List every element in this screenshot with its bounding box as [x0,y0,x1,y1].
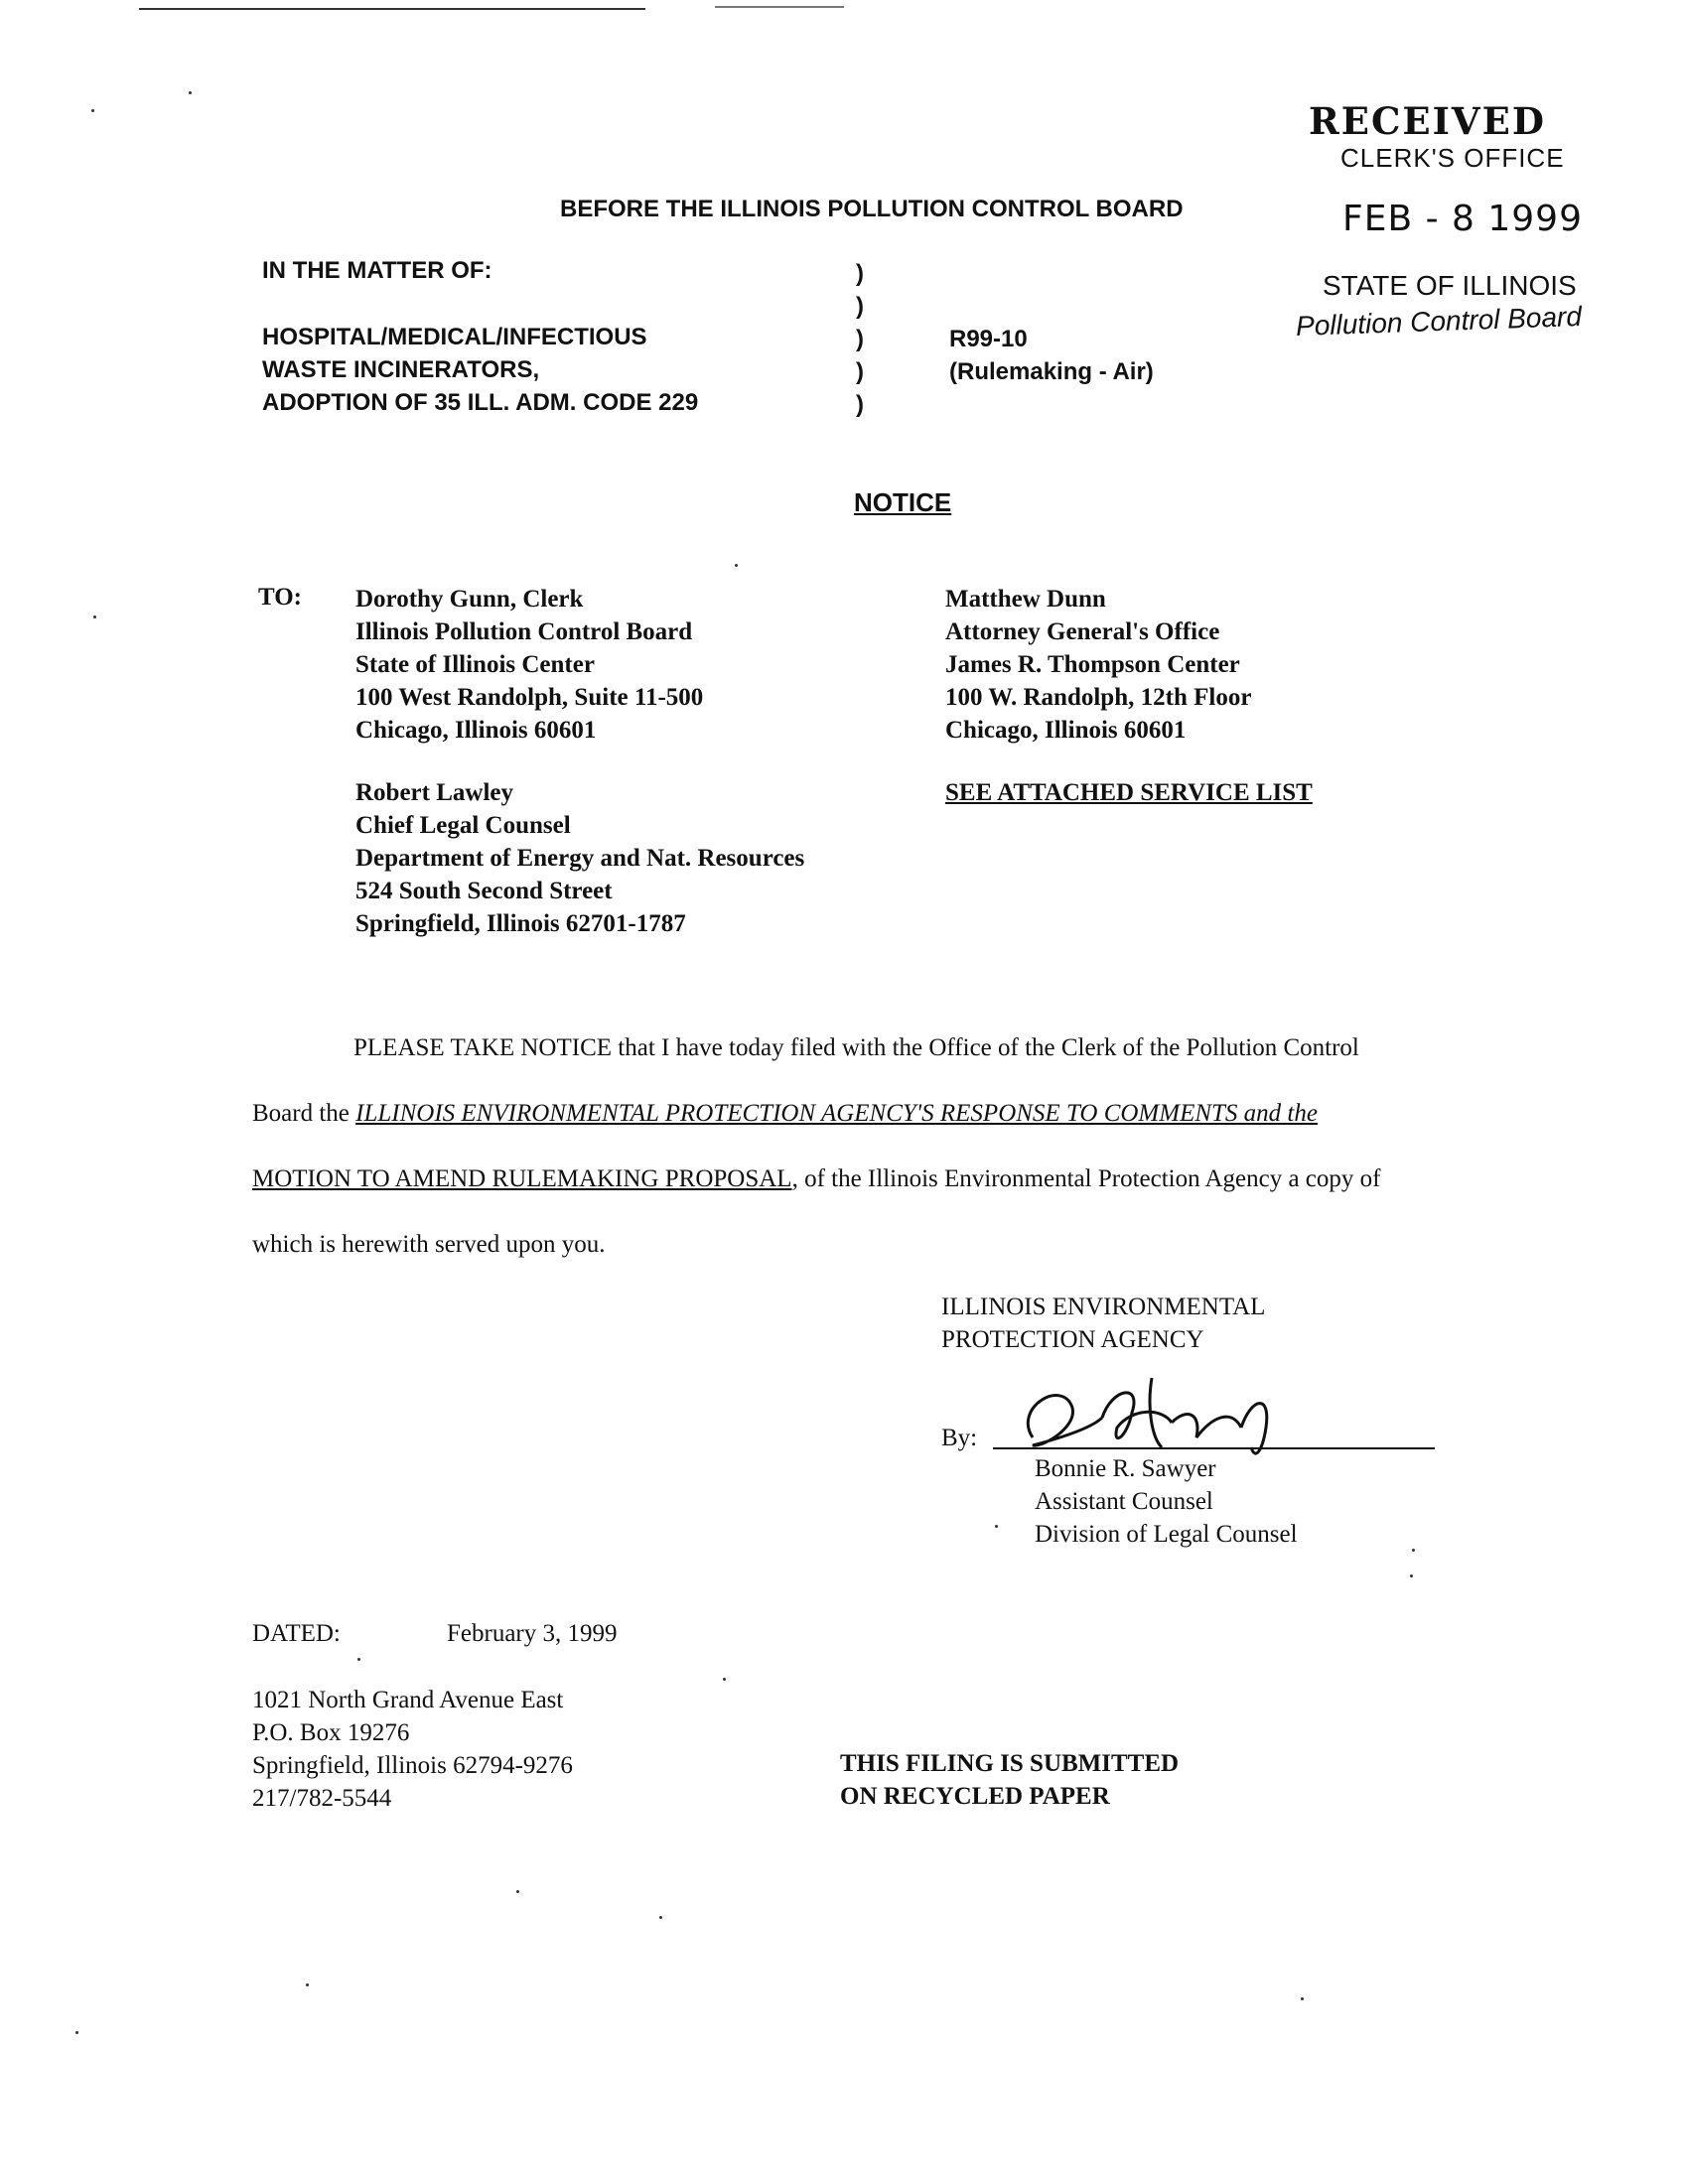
scan-speck [93,615,96,618]
scan-speck [306,1983,309,1986]
address-line: Department of Energy and Nat. Resources [355,845,805,872]
address-line: Chicago, Illinois 60601 [945,717,1187,744]
sender-address [252,1684,573,1815]
notice-body-line: PLEASE TAKE NOTICE that I have today filed with the Office of the Clerk of the Pollution Control [353,1034,1359,1061]
signatory-title: Assistant Counsel [1035,1488,1213,1515]
caption-paren: ) [856,260,864,287]
caption-paren: ) [856,293,864,320]
filed-motion-title: MOTION TO AMEND RULEMAKING PROPOSAL [252,1165,792,1192]
address-line: Matthew Dunn [945,586,1106,613]
address-line: Robert Lawley [355,779,513,806]
address-line: James R. Thompson Center [945,651,1240,678]
address-line: Attorney General's Office [945,618,1220,645]
stamp-board: Pollution Control Board [1295,300,1583,342]
recipient-dnr [355,776,804,940]
recycled-line: THIS FILING IS SUBMITTED [840,1750,1180,1777]
caption-paren: ) [856,326,864,352]
address-line: State of Illinois Center [355,651,595,678]
notice-title: NOTICE [854,487,952,517]
stamp-received: RECEIVED [1309,99,1546,143]
recipient-clerk [355,583,703,747]
notice-body-line: which is herewith served upon you. [252,1231,606,1258]
scan-speck [1410,1574,1413,1577]
top-rule-short [715,6,844,8]
board-heading: BEFORE THE ILLINOIS POLLUTION CONTROL BOARD [560,196,1184,222]
service-list-note: SEE ATTACHED SERVICE LIST [945,779,1313,806]
scan-speck [189,91,192,94]
address-line: Springfield, Illinois 62794-9276 [252,1752,573,1779]
scan-speck [1301,1997,1304,2000]
in-the-matter-of: IN THE MATTER OF: [262,257,492,284]
caption-line: ADOPTION OF 35 ILL. ADM. CODE 229 [262,389,699,416]
agency-name [941,1291,1265,1356]
top-rule [139,8,645,10]
scan-speck [995,1525,998,1528]
address-line: Illinois Pollution Control Board [355,618,693,645]
caption-line: HOSPITAL/MEDICAL/INFECTIOUS [262,324,647,350]
dated-label: DATED: [252,1620,341,1647]
address-line: 100 W. Randolph, 12th Floor [945,684,1252,711]
recipient-attorney-general [945,583,1251,747]
to-label: TO: [258,584,302,611]
scan-speck [91,109,94,112]
caption-paren: ) [856,391,864,418]
signatory-block [1035,1452,1298,1551]
scan-speck [735,564,738,567]
scan-speck [75,2031,78,2034]
address-line: Chief Legal Counsel [355,812,571,839]
caption-line: WASTE INCINERATORS, [262,356,540,383]
signatory-division: Division of Legal Counsel [1035,1521,1298,1548]
address-line: P.O. Box 19276 [252,1719,410,1746]
address-line: Dorothy Gunn, Clerk [355,586,584,613]
scan-speck [516,1890,519,1893]
body-text: , of the Illinois Environmental Protection Agency a copy of [791,1165,1381,1192]
caption-paren: ) [856,358,864,385]
agency-line: ILLINOIS ENVIRONMENTAL [941,1294,1266,1320]
filed-document-title: ILLINOIS ENVIRONMENTAL PROTECTION AGENCY'S RESPONSE TO COMMENTS and the [355,1100,1318,1127]
address-line: 524 South Second Street [355,878,613,904]
address-line: 217/782-5544 [252,1785,392,1812]
scan-speck [357,1658,360,1661]
body-text: Board the [252,1100,356,1127]
address-line: Chicago, Illinois 60601 [355,717,597,744]
by-label: By: [941,1425,978,1451]
notice-body-line [252,1100,1318,1128]
agency-line: PROTECTION AGENCY [941,1326,1204,1353]
scan-speck [723,1678,726,1681]
docket-number: R99-10 [949,326,1028,352]
signatory-name: Bonnie R. Sawyer [1035,1455,1216,1482]
address-line: 100 West Randolph, Suite 11-500 [355,684,704,711]
address-line: Springfield, Illinois 62701-1787 [355,910,686,937]
docket-type: (Rulemaking - Air) [949,358,1154,385]
scan-speck [659,1916,662,1919]
address-line: 1021 North Grand Avenue East [252,1687,564,1713]
scan-speck [1412,1549,1415,1552]
dated-value: February 3, 1999 [447,1620,618,1647]
stamp-state: STATE OF ILLINOIS [1323,270,1577,301]
recycled-paper-note [840,1747,1179,1813]
stamp-office: CLERK'S OFFICE [1340,143,1565,173]
stamp-date: FEB - 8 1999 [1342,199,1583,239]
recycled-line: ON RECYCLED PAPER [840,1783,1110,1810]
notice-body-line [252,1165,1380,1193]
